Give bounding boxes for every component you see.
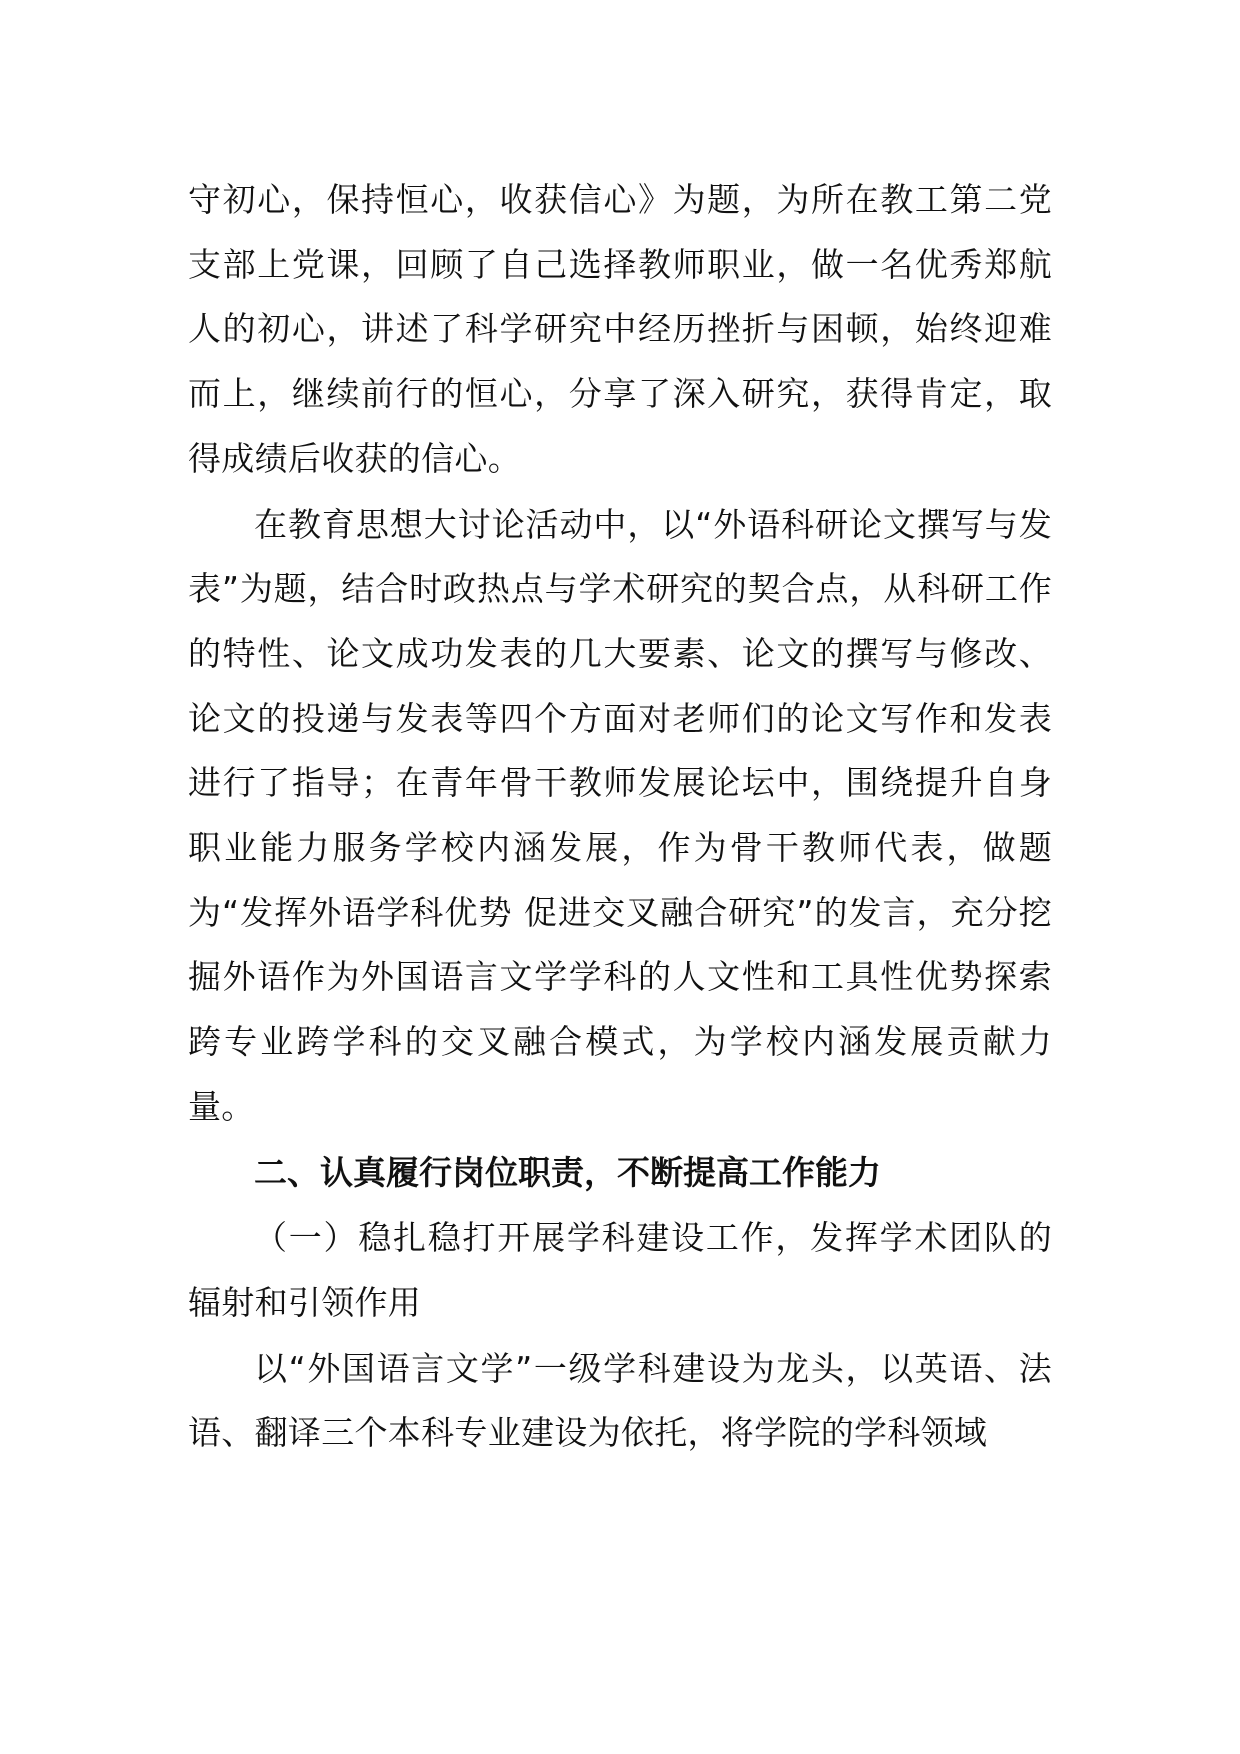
paragraph-discipline-construction: 以“外国语言文学”一级学科建设为龙头，以英语、法语、翻译三个本科专业建设为依托，将学院的学科领域 bbox=[188, 1348, 1052, 1453]
document-body bbox=[188, 168, 1052, 1467]
paragraph-education-discussion: 在教育思想大讨论活动中，以“外语科研论文撰写与发表”为题，结合时政热点与学术研究的契合点，从科研工作的特性、论文成功发表的几大要素、论文的撰写与修改、论文的投递与发表等四个方面对老师们的论文写作和发表进行了指导；在青年骨干教师发展论坛中，围绕提升自身职业能力服务学校内涵发展，作为骨干教师代表，做题为“发挥外语学科优势 促进交叉融合研究”的发言，充分挖掘外语作为外国语言文学学科的人文性和工具性优势探索跨专业跨学科的交叉融合模式，为学校内涵发展贡献力量。 bbox=[188, 504, 1052, 1126]
section-heading: 二、认真履行岗位职责，不断提高工作能力 bbox=[254, 1152, 881, 1192]
paragraph-continuation: 守初心，保持恒心，收获信心》为题，为所在教工第二党支部上党课，回顾了自己选择教师职业，做一名优秀郑航人的初心，讲述了科学研究中经历挫折与困顿，始终迎难而上，继续前行的恒心，分享了深入研究，获得肯定，取得成绩后收获的信心。 bbox=[188, 180, 1052, 478]
subsection-heading: （一）稳扎稳打开展学科建设工作，发挥学术团队的辐射和引领作用 bbox=[188, 1218, 1052, 1322]
